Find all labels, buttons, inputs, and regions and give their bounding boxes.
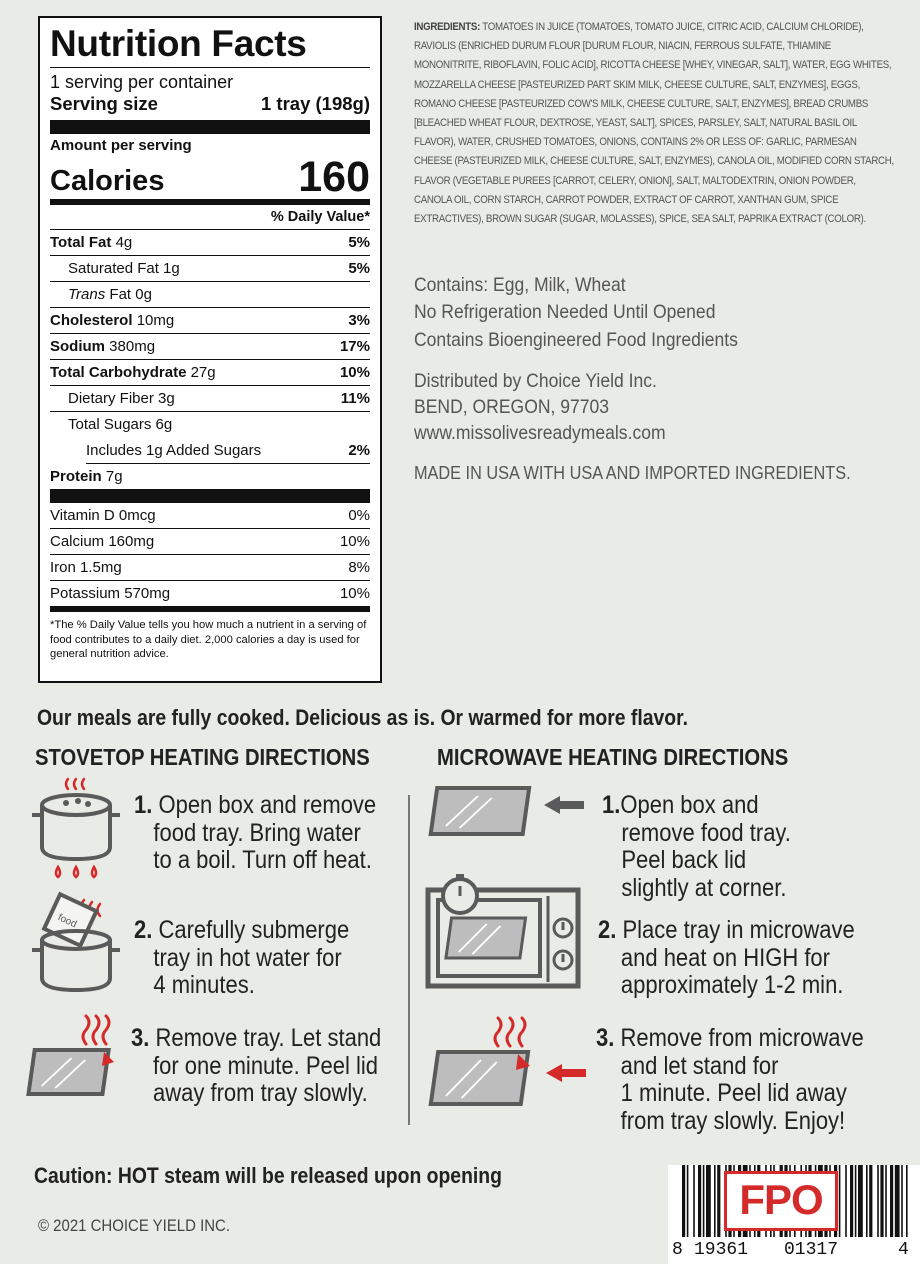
step-line: Open box and (620, 791, 759, 819)
step-line: Remove from microwave (620, 1024, 864, 1052)
daily-value-footnote: *The % Daily Value tells you how much a nutrient in a serving of food contributes to a daily diet. 2,000 calories a day is used for general nutrition advice. (50, 619, 367, 660)
calories-row (50, 155, 370, 205)
total-sugars-row (50, 412, 370, 438)
made-in-usa: MADE IN USA WITH USA AND IMPORTED INGREDIENTS. (414, 462, 851, 483)
barcode-bar (885, 1165, 887, 1237)
step-line: to a boil. Turn off heat. (153, 846, 372, 874)
microwave-step-1 (602, 792, 791, 902)
barcode-bar (682, 1165, 685, 1237)
barcode-digit-group: 01317 (784, 1240, 839, 1260)
iron-row (50, 555, 370, 581)
barcode-bar (869, 1165, 872, 1237)
protein-row (50, 464, 370, 503)
barcode-bar (880, 1165, 883, 1237)
nutrient-label: Cholesterol (50, 312, 133, 329)
barcode (668, 1165, 920, 1264)
step-number: 1. (602, 791, 621, 819)
serving-size-label: Serving size (50, 93, 158, 114)
nutrient-dv: 11% (340, 390, 370, 407)
vitamin-d-row (50, 503, 370, 529)
nutrient-dv: 5% (348, 234, 370, 251)
barcode-bar (717, 1165, 720, 1237)
tray-open-icon (428, 782, 598, 842)
fully-cooked-intro: Our meals are fully cooked. Delicious as is. Or warmed for more flavor. (37, 705, 688, 730)
fiber-row (50, 386, 370, 412)
serving-size-value: 1 tray (198g) (261, 93, 370, 114)
total-fat-row (50, 230, 370, 256)
nutrient-amount: 10mg (136, 312, 175, 329)
step-line: from tray slowly. Enjoy! (620, 1106, 846, 1135)
nutrient-dv: 0% (348, 507, 370, 524)
barcode-bar (901, 1165, 903, 1237)
nutrient-label: Vitamin D 0mcg (50, 507, 156, 524)
steaming-tray-icon (26, 1012, 126, 1102)
barcode-bar (858, 1165, 863, 1237)
ingredients-list: TOMATOES IN JUICE (TOMATOES, TOMATO JUICE, CITRIC ACID, CALCIUM CHLORIDE), RAVIOLIS (ENRICHED DURUM FLOUR [DURUM FLOUR, NIACIN, FERROUS SULFATE, THIAMINE MONONITRITE, RIBOFLAVIN, FOLIC ACID], RICOTTA CHEESE [WHEY, VINEGAR, SALT], WATER, EGG WHITES, MOZZARELLA CHEESE [PASTEURIZED PART SKIM MILK, CHEESE CULTURE, SALT, ENZYMES], EGGS, ROMANO CHEESE [PASTEURIZED COW'S MILK, CHEESE CULTURE, SALT, ENZYMES], BREAD CRUMBS [BLEACHED WHEAT FLOUR, DEXTROSE, YEAST, SALT], SPICES, PARSLEY, SALT, NATURAL BASIL OIL FLAVOR), WATER, CRUSHED TOMATOES, ONIONS, CONTAINS 2% OR LESS OF: GARLIC, PARMESAN CHEESE (PASTEURIZED MILK, CHEESE CULTURE, SALT, ENZYMES), CANOLA OIL, MODIFIED CORN STARCH, FLAVOR (VEGETABLE PUREES [CARROT, CELERY, ONION], SALT, MALTODEXTRIN, ONION POWDER, CANOLA OIL, CORN STARCH, CARROT POWDER, EXTRACT OF CARROT, XANTHAN GUM, SPICE EXTRACTIVES), BROWN SUGAR (SUGAR, MOLASSES), SPICE, SEA SALT, PAPRIKA EXTRACT (COLOR). (414, 21, 894, 226)
cholesterol-row (50, 308, 370, 334)
step-line: food tray. Bring water (153, 818, 361, 847)
nutrient-dv: 10% (339, 364, 370, 381)
refrigeration-note: No Refrigeration Needed Until Opened (414, 301, 716, 323)
barcode-bar (703, 1165, 705, 1237)
copyright: © 2021 CHOICE YIELD INC. (38, 1216, 231, 1235)
step-line: slightly at corner. (621, 873, 787, 902)
servings-per-container: 1 serving per container (50, 72, 234, 92)
nutrient-label: Includes 1g Added Sugars (86, 442, 262, 459)
ingredients-label: INGREDIENTS: (414, 21, 481, 33)
column-divider (408, 795, 410, 1125)
step-line: Place tray in microwave (622, 916, 855, 944)
nutrient-label: Sodium (50, 338, 105, 355)
nutrient-label: Saturated Fat 1g (68, 260, 180, 277)
nutrient-label: Iron 1.5mg (50, 559, 122, 576)
allergen-contains: Contains: Egg, Milk, Wheat (414, 274, 626, 296)
microwave-icon (424, 872, 584, 992)
nutrient-label: Total Fat (50, 234, 112, 251)
divider-thick (50, 120, 370, 134)
boiling-pot-icon (28, 775, 128, 887)
step-line: 1 minute. Peel lid away (620, 1079, 847, 1107)
step-line: for one minute. Peel lid (153, 1051, 379, 1080)
calories-label: Calories (50, 165, 165, 197)
barcode-bar (706, 1165, 711, 1237)
website-link[interactable]: www.missolivesreadymeals.com (414, 422, 666, 444)
barcode-bar (855, 1165, 857, 1237)
step-line: remove food tray. (621, 818, 791, 847)
step-line: and heat on HIGH for (620, 943, 831, 972)
nutrient-label: Fat 0g (105, 286, 152, 303)
nutrient-label-italic: Trans (68, 286, 106, 303)
added-sugars-row (86, 438, 370, 464)
tray-label-text: food (55, 912, 79, 931)
nutrient-dv: 8% (348, 559, 370, 576)
nutrient-label: Dietary Fiber 3g (68, 390, 175, 407)
calcium-row (50, 529, 370, 555)
step-line: Open box and remove (158, 791, 377, 819)
potassium-row (50, 581, 370, 612)
barcode-bar (850, 1165, 853, 1237)
distributor: Distributed by Choice Yield Inc. (414, 370, 657, 392)
nutrient-amount: 380mg (109, 338, 156, 355)
barcode-bar (895, 1165, 900, 1237)
nutrient-dv: 5% (348, 260, 370, 277)
step-line: and let stand for (620, 1051, 779, 1080)
barcode-bar (687, 1165, 689, 1237)
step-line: Peel back lid (621, 846, 747, 874)
barcode-bar (714, 1165, 716, 1237)
step-line: 4 minutes. (153, 971, 255, 999)
nutrient-label: Protein (50, 468, 102, 485)
step-line: Remove tray. Let stand (155, 1024, 382, 1052)
step-number: 2. (598, 916, 617, 944)
stovetop-step-2 (134, 917, 349, 1000)
nutrient-dv: 10% (339, 585, 370, 602)
step-line: away from tray slowly. (153, 1079, 368, 1107)
carbohydrate-row (50, 360, 370, 386)
barcode-bar (839, 1165, 841, 1237)
microwave-step-2 (598, 917, 855, 1000)
barcode-digit-last: 4 (898, 1240, 909, 1260)
daily-value-header: % Daily Value* (50, 205, 370, 230)
step-line: tray in hot water for (153, 943, 342, 972)
fpo-mark: FPO (724, 1171, 838, 1231)
step-line: approximately 1-2 min. (620, 971, 844, 999)
step-number: 2. (134, 916, 153, 944)
step-number: 3. (596, 1024, 615, 1052)
microwave-title: MICROWAVE HEATING DIRECTIONS (437, 744, 789, 770)
barcode-bar (693, 1165, 695, 1237)
barcode-bar (890, 1165, 893, 1237)
nutrient-label: Total Sugars 6g (68, 416, 173, 433)
barcode-bar (906, 1165, 908, 1237)
barcode-bar (845, 1165, 847, 1237)
nutrient-dv: 17% (339, 338, 370, 355)
barcode-digit-first: 8 (672, 1240, 683, 1260)
bioengineered-note: Contains Bioengineered Food Ingredients (414, 329, 738, 351)
barcode-bar (698, 1165, 701, 1237)
nutrient-dv: 2% (348, 442, 370, 459)
stovetop-step-1 (134, 792, 376, 875)
stovetop-step-3 (131, 1025, 381, 1108)
barcode-bar (866, 1165, 868, 1237)
sodium-row (50, 334, 370, 360)
nutrient-amount: 27g (190, 364, 216, 381)
nutrition-title: Nutrition Facts (50, 24, 370, 68)
serving-size-row (50, 93, 370, 115)
tray-in-pot-icon (28, 890, 128, 1002)
nutrient-label: Total Carbohydrate (50, 364, 187, 381)
nutrition-facts-label (38, 16, 382, 683)
nutrient-label: Calcium 160mg (50, 533, 155, 550)
saturated-fat-row (50, 256, 370, 282)
nutrient-amount: 4g (115, 234, 133, 251)
caution-notice: Caution: HOT steam will be released upon opening (34, 1163, 502, 1188)
trans-fat-row (50, 282, 370, 308)
calories-value: 160 (298, 153, 370, 201)
cooling-tray-icon (428, 1010, 598, 1120)
amount-per-serving: Amount per serving (50, 137, 192, 154)
nutrient-amount: 7g (105, 468, 123, 485)
step-number: 3. (131, 1024, 150, 1052)
nutrient-label: Potassium 570mg (50, 585, 171, 602)
ingredients-text (414, 18, 896, 229)
step-number: 1. (134, 791, 153, 819)
barcode-digit-group: 19361 (694, 1240, 749, 1260)
step-line: Carefully submerge (158, 916, 350, 944)
stovetop-title: STOVETOP HEATING DIRECTIONS (35, 744, 370, 770)
nutrient-dv: 3% (348, 312, 370, 329)
barcode-digits (672, 1240, 916, 1260)
barcode-bar (877, 1165, 879, 1237)
nutrient-dv: 10% (339, 533, 370, 550)
microwave-step-3 (596, 1025, 864, 1135)
distributor-address: BEND, OREGON, 97703 (414, 396, 610, 418)
